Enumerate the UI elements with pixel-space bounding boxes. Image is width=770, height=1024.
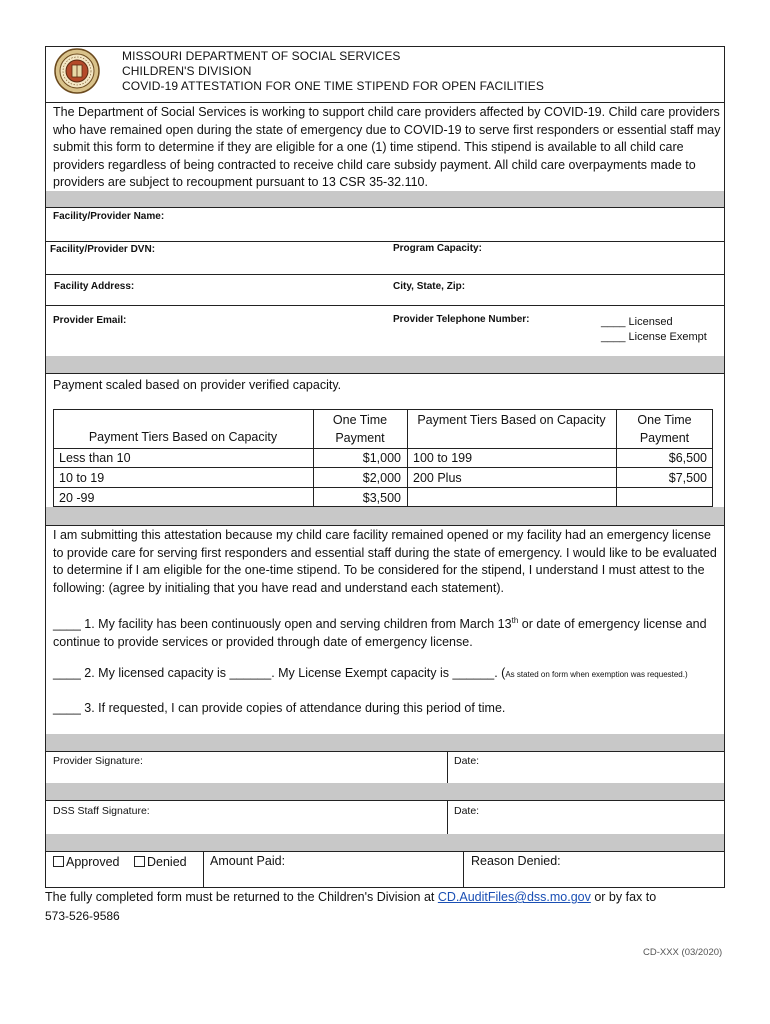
table-cell: 200 Plus — [413, 471, 462, 485]
email-field[interactable] — [135, 308, 385, 354]
item-note: As stated on form when exemption was requested.) — [505, 670, 688, 679]
header-text: Payment — [335, 431, 385, 445]
reason-denied-field[interactable] — [565, 853, 720, 886]
amount-paid-field[interactable] — [295, 853, 460, 886]
item-text: or date of emergency license and continue to provide services or provided through date of emergency license. — [53, 617, 707, 649]
table-cell: 20 -99 — [59, 491, 95, 505]
email-label: Provider Email: — [53, 315, 127, 326]
header-text: Payment — [639, 431, 690, 445]
phone-field[interactable] — [393, 328, 593, 354]
amount-paid-label: Amount Paid: — [210, 854, 286, 868]
form-code: CD-XXX (03/2020) — [643, 947, 723, 958]
attestation-item-3[interactable]: ____ 3. If requested, I can provide copies of attendance during this period of time. — [53, 701, 506, 715]
agency-name: MISSOURI DEPARTMENT OF SOCIAL SERVICES — [122, 49, 401, 63]
agency-title — [122, 49, 544, 94]
dss-date-field[interactable] — [485, 802, 720, 833]
city-state-zip-label: City, State, Zip: — [393, 281, 466, 292]
dss-signature-field[interactable] — [155, 802, 442, 833]
attestation-intro: I am submitting this attestation because my child care facility remained opened or my facility had an emergency license to provide care for serving first responders and essential staff during the state of emergency. I would like to be evaluated to determine if I am eligible for the one-time stipend. To be considered for the stipend, I understand I must attest to the following: (agree by initialing that you have read and understand each statement). — [53, 528, 717, 595]
fax-number: 573-526-9586 — [45, 909, 120, 923]
table-header-payment — [313, 412, 407, 446]
section-divider — [45, 734, 725, 752]
facility-name-field[interactable] — [190, 209, 720, 239]
dss-signature-label: DSS Staff Signature: — [53, 805, 150, 817]
table-cell: $6,500 — [668, 451, 707, 465]
program-capacity-label: Program Capacity: — [393, 243, 482, 254]
attestation-item-2[interactable] — [53, 665, 733, 684]
table-cell: Less than 10 — [59, 451, 131, 465]
header-text: One Time — [332, 413, 388, 427]
footer-text: or by fax to — [590, 890, 657, 904]
provider-signature-field[interactable] — [150, 753, 442, 782]
item-text: ____ 1. My facility has been continuously open and serving children from March 13 — [53, 617, 512, 632]
audit-email-link[interactable]: CD.AuditFiles@dss.mo.gov — [437, 890, 591, 904]
footer-text: The fully completed form must be returned to the Children's Division at — [45, 890, 438, 904]
table-cell: 100 to 199 — [413, 451, 473, 465]
intro-text: The Department of Social Services is working to support child care providers affected by COVID-19. Child care providers who have remained open during the state of emergency due to COVID-19 to serve first responders or essential staff may submit this form to determine if they are eligible for a one (1) time stipend. This stipend is available to all child care providers regardless of being contracted to receive child care subsidy payment. All child care overpayments made to providers are subject to recoupment pursuant to 13 CSR 35-32.110. — [53, 105, 721, 189]
date-label: Date: — [454, 755, 480, 767]
table-header-tier: Payment Tiers Based on Capacity — [88, 430, 278, 444]
dvn-field[interactable] — [160, 243, 385, 272]
table-cell: 10 to 19 — [59, 471, 105, 485]
licensed-option[interactable]: ____ Licensed — [601, 316, 673, 328]
payment-intro: Payment scaled based on provider verified capacity. — [53, 378, 342, 392]
header-text: One Time — [637, 413, 692, 427]
dvn-label: Facility/Provider DVN: — [50, 244, 156, 255]
facility-name-label: Facility/Provider Name: — [53, 211, 165, 222]
denied-label: Denied — [147, 855, 187, 869]
table-cell: $3,500 — [362, 491, 401, 505]
table-header-tier-2: Payment Tiers Based on Capacity — [417, 413, 606, 427]
missouri-state-seal-icon — [54, 48, 100, 94]
approved-checkbox[interactable] — [53, 855, 120, 869]
license-exempt-option[interactable]: ____ License Exempt — [601, 331, 707, 343]
division-name: CHILDREN'S DIVISION — [122, 64, 252, 78]
table-header-payment-2 — [616, 412, 713, 446]
table-cell: $1,000 — [362, 451, 401, 465]
address-label: Facility Address: — [54, 281, 135, 292]
section-divider — [45, 356, 725, 374]
address-field[interactable] — [140, 276, 385, 303]
phone-label: Provider Telephone Number: — [393, 314, 530, 325]
ordinal-suffix: th — [511, 616, 519, 625]
section-divider — [45, 834, 725, 852]
provider-signature-label: Provider Signature: — [53, 755, 143, 767]
section-divider — [45, 507, 725, 526]
city-state-zip-field[interactable] — [475, 276, 720, 303]
section-divider — [45, 191, 725, 208]
section-divider — [45, 783, 725, 801]
footer-instructions — [45, 890, 656, 904]
table-cell: $2,000 — [362, 471, 401, 485]
attestation-item-1[interactable] — [53, 612, 721, 651]
reason-denied-label: Reason Denied: — [471, 854, 561, 868]
date-label: Date: — [454, 805, 480, 817]
approved-label: Approved — [66, 855, 120, 869]
table-cell: $7,500 — [668, 471, 707, 485]
checkbox-icon — [134, 856, 145, 867]
form-title: COVID-19 ATTESTATION FOR ONE TIME STIPEND FOR OPEN FACILITIES — [122, 79, 544, 93]
provider-date-field[interactable] — [485, 753, 720, 782]
program-capacity-field[interactable] — [490, 243, 720, 272]
denied-checkbox[interactable] — [134, 855, 187, 869]
item-text: ____ 2. My licensed capacity is ______. My License Exempt capacity is ______. ( — [53, 666, 506, 680]
checkbox-icon — [53, 856, 64, 867]
